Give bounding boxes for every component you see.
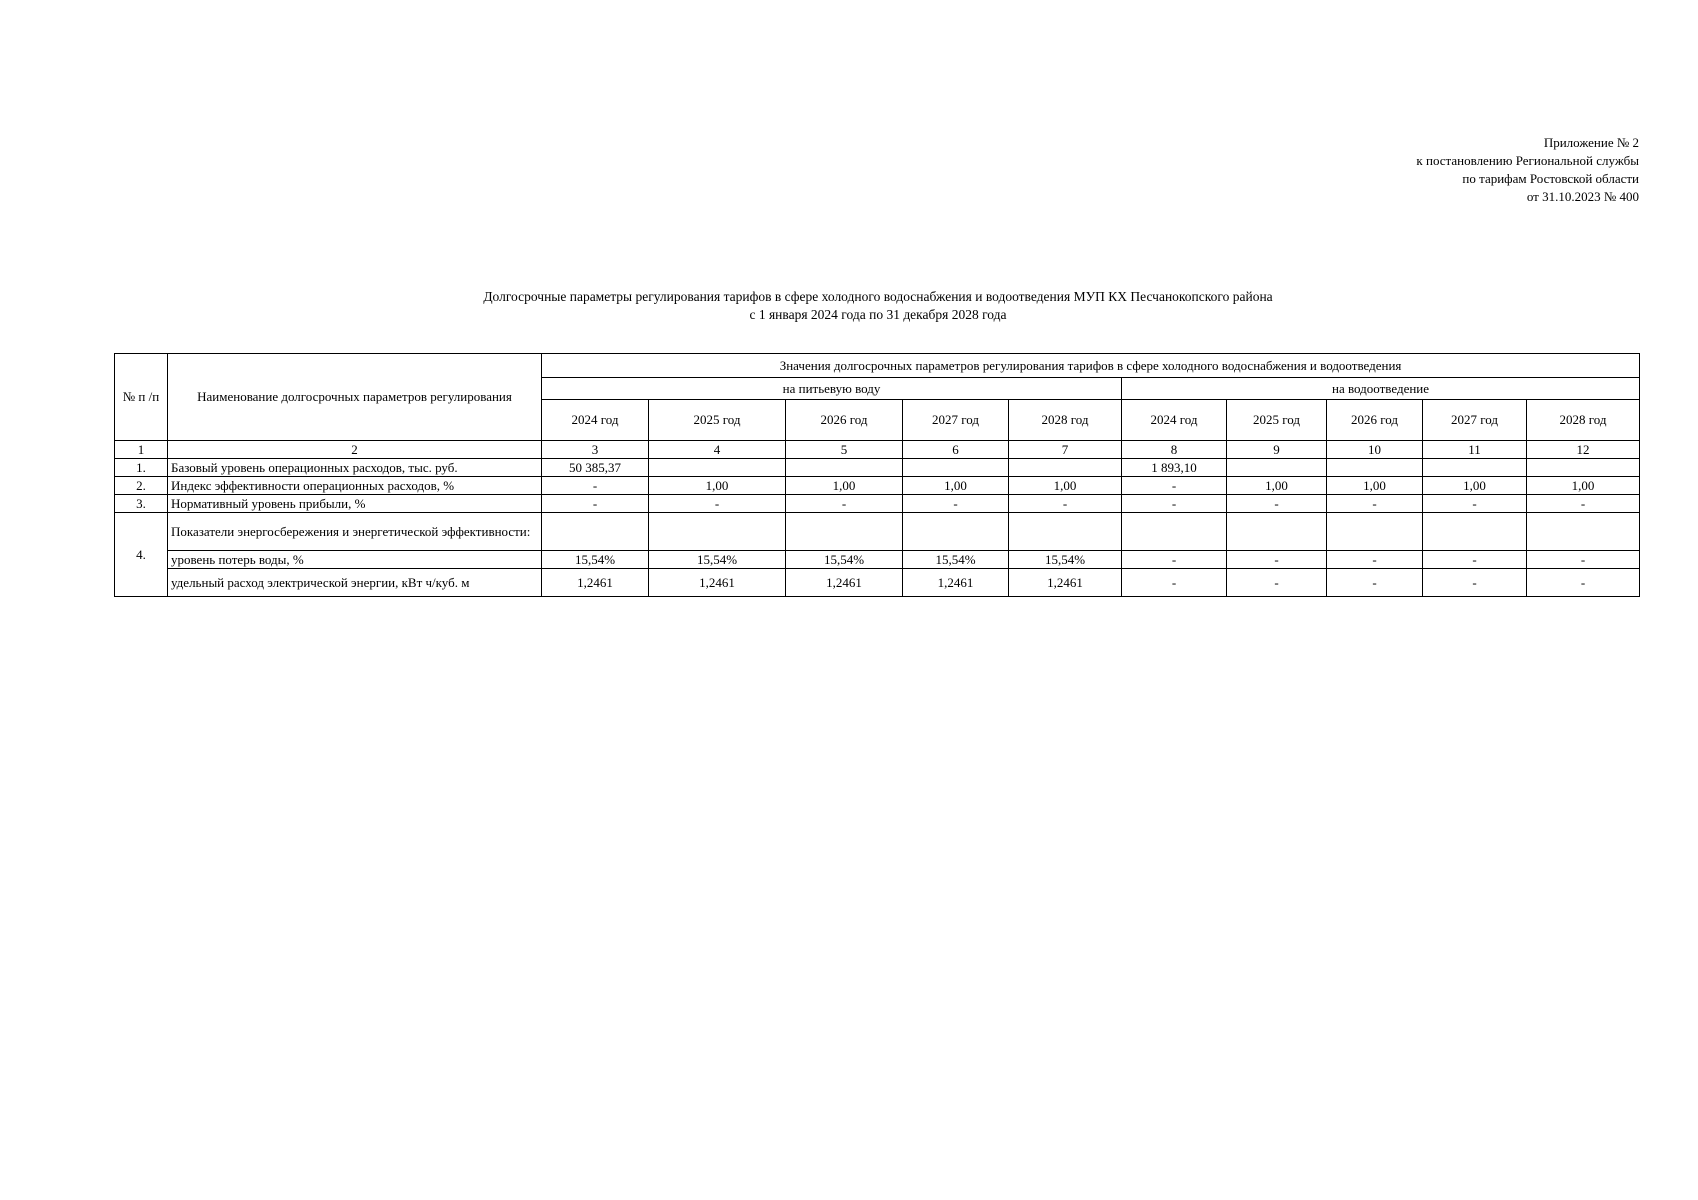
row-value: 1,2461 — [786, 569, 903, 597]
header-year: 2026 год — [786, 400, 903, 441]
header-year: 2024 год — [1122, 400, 1227, 441]
row-value: - — [1423, 551, 1527, 569]
column-number: 6 — [903, 441, 1009, 459]
table-row — [115, 551, 1640, 569]
row-value — [1227, 459, 1327, 477]
row-value: - — [649, 495, 786, 513]
header-year: 2025 год — [1227, 400, 1327, 441]
row-value: 1,00 — [649, 477, 786, 495]
row-value: - — [786, 495, 903, 513]
row-value: - — [542, 477, 649, 495]
column-number: 12 — [1527, 441, 1640, 459]
appendix-line-1: Приложение № 2 — [1543, 135, 1639, 150]
header-name: Наименование долгосрочных параметров регулирования — [168, 354, 542, 441]
row-value: 15,54% — [1009, 551, 1122, 569]
title-line-1: Долгосрочные параметры регулирования тарифов в сфере холодного водоснабжения и водоотведения МУП КХ Песчанокопского района — [483, 289, 1273, 304]
parameters-table — [114, 353, 1640, 597]
column-number: 10 — [1327, 441, 1423, 459]
column-number: 4 — [649, 441, 786, 459]
row-value: - — [1527, 495, 1640, 513]
row-value: - — [1423, 569, 1527, 597]
row-num: 3. — [115, 495, 168, 513]
header-row-1 — [115, 354, 1640, 378]
row-value: - — [542, 495, 649, 513]
title-line-2: с 1 января 2024 года по 31 декабря 2028 года — [749, 307, 1007, 322]
row-value: 1 893,10 — [1122, 459, 1227, 477]
row-value: - — [1327, 569, 1423, 597]
row-name: удельный расход электрической энергии, кВт ч/куб. м — [168, 569, 542, 597]
row-value — [1327, 459, 1423, 477]
row-value: - — [1122, 495, 1227, 513]
row-value-empty — [649, 513, 786, 551]
table-row — [115, 495, 1640, 513]
appendix-line-4: от 31.10.2023 № 400 — [1526, 189, 1639, 204]
table-row — [115, 459, 1640, 477]
row-value: 1,2461 — [903, 569, 1009, 597]
appendix-line-2: к постановлению Региональной службы — [1416, 153, 1639, 168]
row-value: - — [1227, 569, 1327, 597]
row-value: - — [1122, 477, 1227, 495]
row-value: 1,2461 — [542, 569, 649, 597]
column-number: 3 — [542, 441, 649, 459]
column-number: 1 — [115, 441, 168, 459]
row-value-empty — [542, 513, 649, 551]
row-num: 4. — [115, 513, 168, 597]
row-value-empty — [903, 513, 1009, 551]
row-value: - — [1122, 551, 1227, 569]
row-value-empty — [1423, 513, 1527, 551]
column-number-row — [115, 441, 1640, 459]
row-name: уровень потерь воды, % — [168, 551, 542, 569]
row-value — [903, 459, 1009, 477]
header-values-group: Значения долгосрочных параметров регулирования тарифов в сфере холодного водоснабжения и водоотведения — [542, 354, 1640, 378]
row-value-empty — [1527, 513, 1640, 551]
row-value: 1,00 — [786, 477, 903, 495]
row-value: - — [1009, 495, 1122, 513]
column-number: 5 — [786, 441, 903, 459]
document-title — [0, 288, 1698, 324]
row-value-empty — [1122, 513, 1227, 551]
header-year: 2026 год — [1327, 400, 1423, 441]
row-name: Базовый уровень операционных расходов, тыс. руб. — [168, 459, 542, 477]
row-value: 1,00 — [1009, 477, 1122, 495]
header-water-group: на питьевую воду — [542, 378, 1122, 400]
table-row — [115, 513, 1640, 551]
row-value: 1,2461 — [1009, 569, 1122, 597]
table-row — [115, 477, 1640, 495]
row-value — [786, 459, 903, 477]
row-name: Показатели энергосбережения и энергетической эффективности: — [168, 513, 542, 551]
header-year: 2025 год — [649, 400, 786, 441]
column-number: 8 — [1122, 441, 1227, 459]
row-value: 1,00 — [1327, 477, 1423, 495]
row-value: - — [1327, 495, 1423, 513]
column-number: 9 — [1227, 441, 1327, 459]
row-value: 50 385,37 — [542, 459, 649, 477]
header-year: 2028 год — [1009, 400, 1122, 441]
row-value: 1,2461 — [649, 569, 786, 597]
column-number: 11 — [1423, 441, 1527, 459]
row-value: 1,00 — [1527, 477, 1640, 495]
row-value-empty — [1327, 513, 1423, 551]
table-row — [115, 569, 1640, 597]
row-name: Нормативный уровень прибыли, % — [168, 495, 542, 513]
column-number: 7 — [1009, 441, 1122, 459]
row-value: - — [1227, 551, 1327, 569]
row-value: 1,00 — [1423, 477, 1527, 495]
row-value-empty — [1227, 513, 1327, 551]
row-value: - — [1227, 495, 1327, 513]
row-value: - — [1122, 569, 1227, 597]
row-value: 15,54% — [542, 551, 649, 569]
row-value: - — [1527, 569, 1640, 597]
row-value: - — [1423, 495, 1527, 513]
appendix-line-3: по тарифам Ростовской области — [1462, 171, 1639, 186]
row-value: - — [1527, 551, 1640, 569]
row-value-empty — [1009, 513, 1122, 551]
header-year: 2028 год — [1527, 400, 1640, 441]
row-value: 15,54% — [649, 551, 786, 569]
header-num: № п /п — [115, 354, 168, 441]
header-year: 2024 год — [542, 400, 649, 441]
header-waste-group: на водоотведение — [1122, 378, 1640, 400]
row-num: 1. — [115, 459, 168, 477]
row-value: - — [1327, 551, 1423, 569]
row-value — [649, 459, 786, 477]
header-year: 2027 год — [1423, 400, 1527, 441]
row-name: Индекс эффективности операционных расходов, % — [168, 477, 542, 495]
header-year: 2027 год — [903, 400, 1009, 441]
row-value — [1009, 459, 1122, 477]
column-number: 2 — [168, 441, 542, 459]
row-value: 1,00 — [903, 477, 1009, 495]
row-value: 15,54% — [903, 551, 1009, 569]
appendix-block — [1416, 134, 1639, 206]
row-value — [1527, 459, 1640, 477]
row-num: 2. — [115, 477, 168, 495]
row-value-empty — [786, 513, 903, 551]
row-value — [1423, 459, 1527, 477]
row-value: - — [903, 495, 1009, 513]
row-value: 15,54% — [786, 551, 903, 569]
row-value: 1,00 — [1227, 477, 1327, 495]
